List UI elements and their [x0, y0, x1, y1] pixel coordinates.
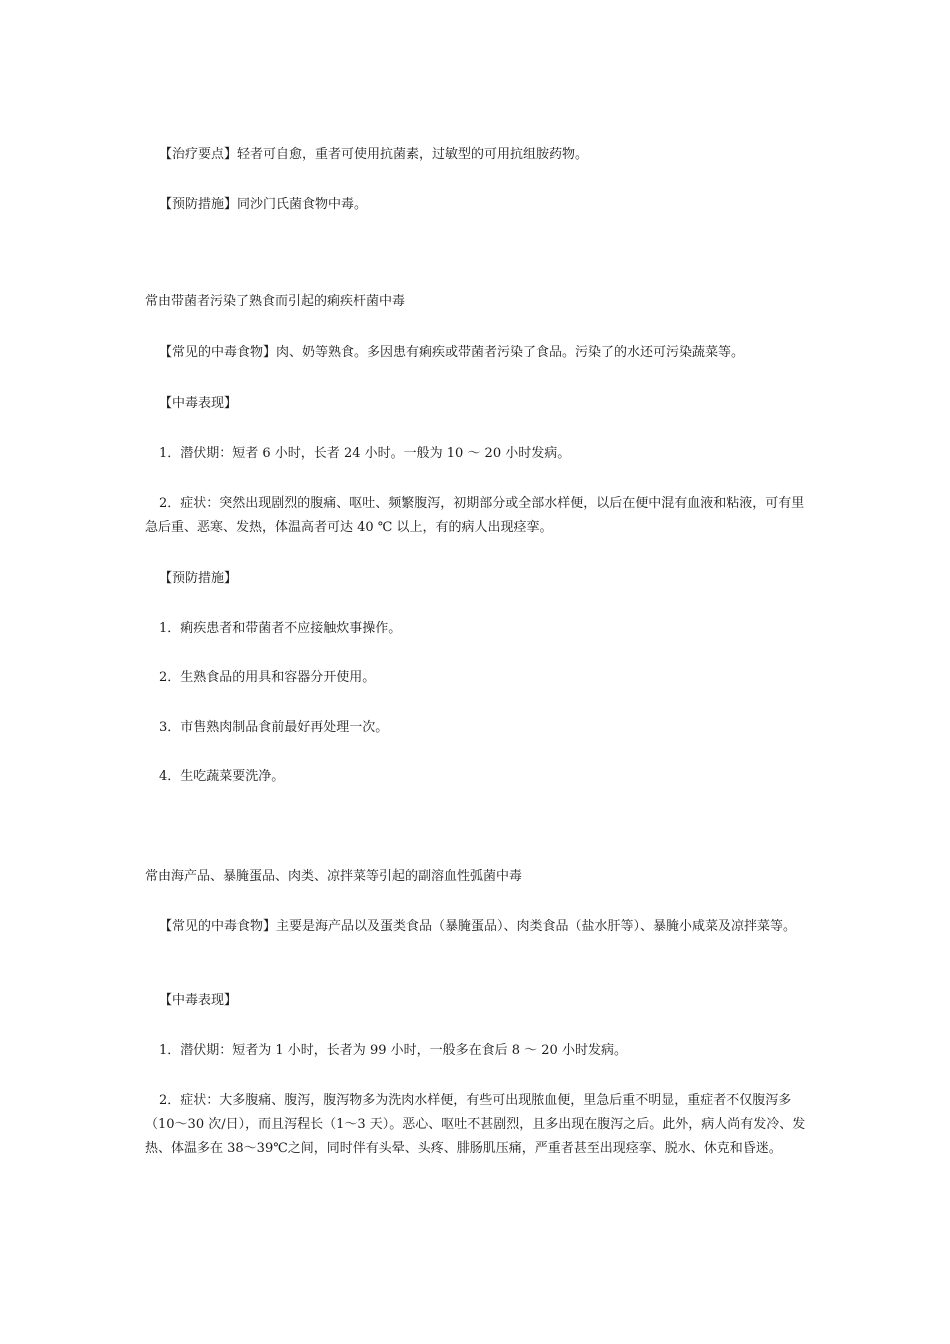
- prevention-heading: 【预防措施】: [159, 571, 238, 586]
- symptoms-heading: 【中毒表现】: [159, 993, 238, 1008]
- incubation-paragraph: 1．潜伏期：短者为 1 小时，长者为 99 小时，一般多在食后 8 ～ 20 小时发病。: [159, 1043, 627, 1058]
- prevention-item: 4．生吃蔬菜要洗净。: [159, 769, 285, 784]
- symptoms-paragraph: 2．症状：大多腹痛、腹泻，腹泻物多为洗肉水样便，有些可出现脓血便，里急后重不明显，重症者不仅腹泻多（10～30 次/日），而且泻程长（1～3 天）。恶心、呕吐不甚剧烈，且多出现在腹泻之后。此外，病人尚有发冷、发热、体温多在 38～39℃之间，同时伴有头晕、头疼、腓肠肌压痛，严重者甚至出现痉挛、脱水、休克和昏迷。: [145, 1093, 806, 1156]
- treatment-paragraph: 【治疗要点】轻者可自愈，重者可使用抗菌素，过敏型的可用抗组胺药物。: [159, 147, 589, 162]
- section-heading-shigella: 常由带菌者污染了熟食而引起的痢疾杆菌中毒: [145, 294, 406, 309]
- section-heading-vibrio: 常由海产品、暴腌蛋品、肉类、凉拌菜等引起的副溶血性弧菌中毒: [145, 869, 523, 884]
- symptoms-heading: 【中毒表现】: [159, 396, 238, 411]
- incubation-paragraph: 1．潜伏期：短者 6 小时，长者 24 小时。一般为 10 ～ 20 小时发病。: [159, 446, 571, 461]
- prevention-item: 3．市售熟肉制品食前最好再处理一次。: [159, 720, 389, 735]
- prevention-paragraph: 【预防措施】同沙门氏菌食物中毒。: [159, 197, 368, 212]
- symptoms-paragraph: 2．症状：突然出现剧烈的腹痛、呕吐、频繁腹泻，初期部分或全部水样便，以后在便中混有血液和粘液，可有里急后重、恶寒、发热，体温高者可达 40 ℃ 以上，有的病人出现痉挛。: [145, 496, 805, 535]
- common-foods-paragraph: 【常见的中毒食物】主要是海产品以及蛋类食品（暴腌蛋品）、肉类食品（盐水肝等）、暴腌小咸菜及凉拌菜等。: [159, 919, 797, 934]
- common-foods-paragraph: 【常见的中毒食物】肉、奶等熟食。多因患有痢疾或带菌者污染了食品。污染了的水还可污染蔬菜等。: [159, 345, 745, 360]
- prevention-item: 2．生熟食品的用具和容器分开使用。: [159, 670, 376, 685]
- prevention-item: 1．痢疾患者和带菌者不应接触炊事操作。: [159, 621, 402, 636]
